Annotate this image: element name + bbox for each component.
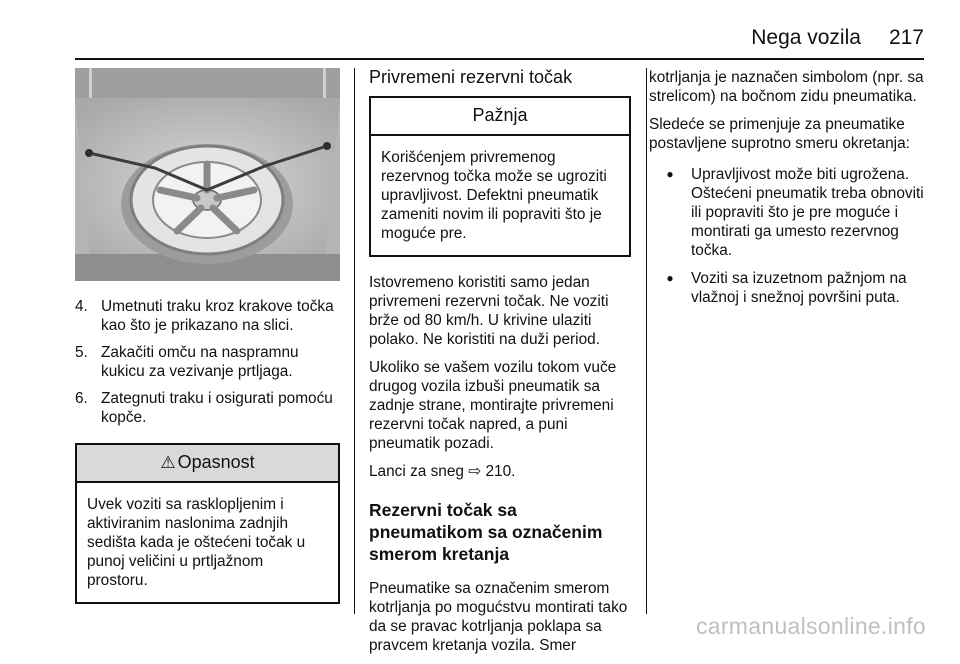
danger-text: Uvek voziti sa rasklopljenim i aktiviranim naslonima zadnjih sedišta kada je oštećeni točak u punoj veličini u prtljažnom prostoru. (87, 496, 306, 589)
step-text: Umetnuti traku kroz krakove točka kao što je prikazano na slici. (101, 298, 334, 334)
paragraph: Pneumatike sa označenim smerom kotrljanja po mogućstvu montirati tako da se pravac kotrljanja poklapa sa pravcem kretanja vozila. Smer (369, 580, 628, 654)
step-number: 4. (75, 298, 88, 315)
column-divider (354, 68, 355, 614)
list-item (75, 343, 340, 381)
bullet-icon: ● (666, 271, 674, 285)
notice-title: Pažnja (371, 98, 629, 136)
section-heading: Privremeni rezervni točak (369, 67, 573, 87)
column-middle (369, 68, 631, 664)
list-item (649, 269, 929, 307)
paragraph: Ukoliko se vašem vozilu tokom vuče drugog vozila izbuši pneumatik sa zadnje strane, montirajte privremeni rezervni točak napred, a puni pneumatik pozadi. (369, 359, 617, 452)
watermark: carmanualsonline.info (695, 613, 926, 639)
danger-title: Opasnost (177, 452, 255, 472)
cross-reference (369, 462, 631, 481)
page-reference: 210. (481, 463, 516, 480)
column-left (75, 68, 340, 604)
header-rule (75, 58, 924, 60)
notice-box (369, 96, 631, 257)
section-title: Nega vozila (751, 26, 861, 49)
notice-text: Korišćenjem privremenog rezervnog točka može se ugroziti upravljivost. Defektni pneumatik zameniti novim ili popraviti što je moguće pre. (381, 149, 607, 242)
list-item (75, 297, 340, 335)
danger-box (75, 443, 340, 604)
spare-wheel-trunk-illustration (75, 68, 340, 281)
paragraph: kotrljanja je naznačen simbolom (npr. sa strelicom) na bočnom zidu pneumatika. (649, 69, 924, 105)
bullet-text: Upravljivost može biti ugrožena. Oštećeni pneumatik treba obnoviti ili popraviti što je pre moguće i montirati ga umesto rezervnog točka. (691, 166, 924, 259)
page-header (751, 26, 924, 50)
paragraph: Istovremeno koristiti samo jedan privremeni rezervni točak. Ne voziti brže od 80 km/h. U krivine ulaziti polako. Ne koristiti na duži period. (369, 274, 609, 348)
step-number: 5. (75, 344, 88, 361)
paragraph: Sledeće se primenjuje za pneumatike postavljene suprotno smeru okretanja: (649, 116, 910, 152)
page-number: 217 (888, 26, 924, 49)
list-item (75, 389, 340, 427)
danger-box-header (77, 445, 338, 483)
step-number: 6. (75, 390, 88, 407)
steps-list (75, 297, 340, 427)
warning-triangle-icon: ⚠ (160, 453, 176, 472)
list-item (649, 165, 929, 260)
step-text: Zakačiti omču na naspramnu kukicu za vezivanje prtljaga. (101, 344, 299, 380)
step-text: Zategnuti traku i osigurati pomoću kopče. (101, 390, 333, 426)
reference-text: Lanci za sneg (369, 463, 469, 480)
arrow-right-icon: ⇨ (468, 463, 482, 480)
column-right (649, 68, 929, 316)
bullet-text: Voziti sa izuzetnom pažnjom na vlažnoj i snežnoj površini puta. (691, 270, 907, 306)
bullet-icon: ● (666, 167, 674, 181)
bullet-list (649, 165, 929, 307)
column-divider (646, 68, 647, 614)
subsection-heading: Rezervni točak sa pneumatikom sa označenim smerom kretanja (369, 500, 603, 564)
